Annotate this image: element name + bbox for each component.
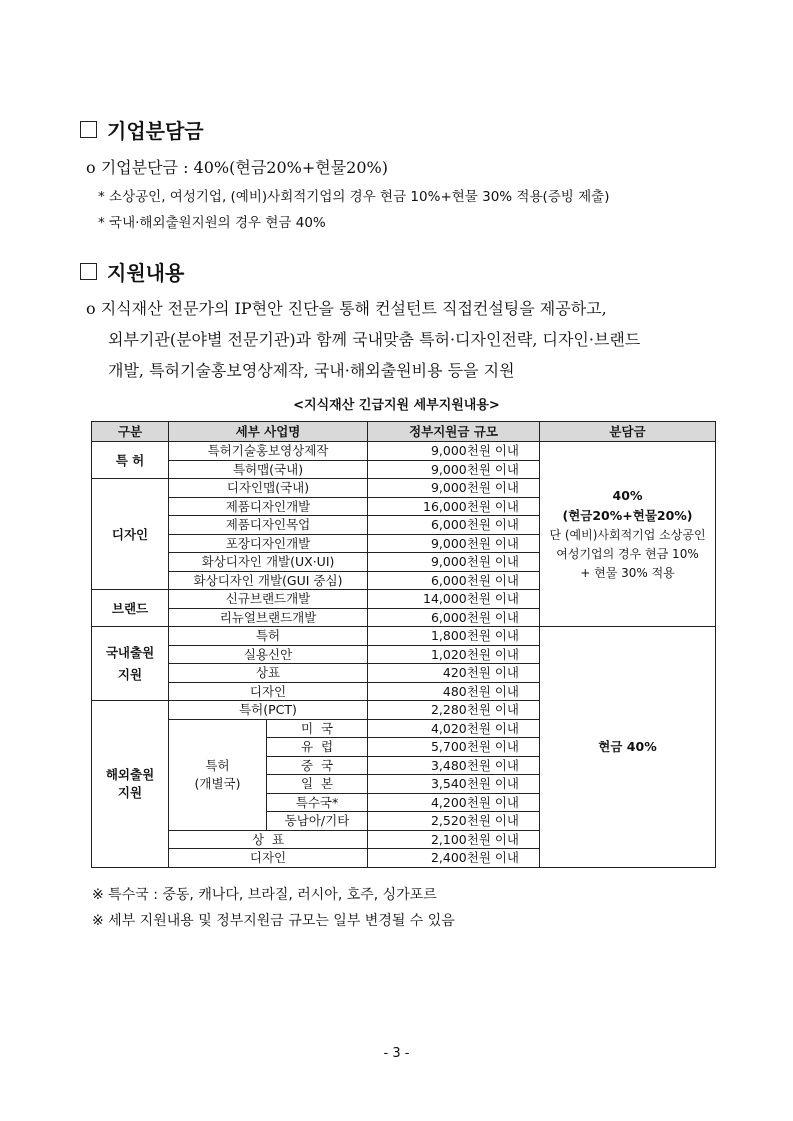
category-cell: 특 허 [92, 442, 169, 479]
amount-cell: 16,000천원 이내 [368, 497, 540, 516]
company-share-note-1: * 소상공인, 여성기업, (예비)사회적기업의 경우 현금 10%+현물 30% 적용(증빙 제출) [98, 189, 610, 205]
project-cell: 화상디자인 개발(UX·UI) [169, 553, 368, 572]
country-cell: 중 국 [267, 756, 368, 775]
amount-cell: 1,020천원 이내 [368, 645, 540, 664]
amount-cell: 9,000천원 이내 [368, 479, 540, 498]
category-cell: 디자인 [92, 479, 169, 590]
country-cell: 미 국 [267, 719, 368, 738]
project-cell: 특허 [169, 627, 368, 646]
header-share: 분담금 [540, 422, 716, 442]
project-cell: 상표 [169, 664, 368, 683]
subcategory-line: 특허 [205, 757, 230, 773]
amount-cell: 6,000천원 이내 [368, 608, 540, 627]
support-line-1: o 지식재산 전문가의 IP현안 진단을 통해 컨설턴트 직접컨설팅을 제공하고, [86, 299, 607, 318]
amount-cell: 6,000천원 이내 [368, 516, 540, 535]
company-share-main: o 기업분단금 : 40%(현금20%+현물20%) [86, 158, 388, 177]
project-cell: 실용신안 [169, 645, 368, 664]
project-cell: 디자인 [169, 849, 368, 868]
country-cell: 일 본 [267, 775, 368, 794]
amount-cell: 2,400천원 이내 [368, 849, 540, 868]
company-share-note-2: * 국내·해외출원지원의 경우 현금 40% [98, 215, 326, 231]
category-line: 해외출원 [105, 766, 155, 782]
page-number: - 3 - [383, 1046, 410, 1061]
amount-cell: 9,000천원 이내 [368, 534, 540, 553]
project-cell: 상 표 [169, 830, 368, 849]
project-cell: 화상디자인 개발(GUI 중심) [169, 571, 368, 590]
footnote-special-countries: ※ 특수국 : 중동, 캐나다, 브라질, 러시아, 호주, 싱가포르 [92, 887, 437, 903]
amount-cell: 9,000천원 이내 [368, 553, 540, 572]
category-line: 지원 [117, 666, 143, 682]
support-line-2: 외부기관(분야별 전문기관)과 함께 국내맞춤 특허·디자인전략, 디자인·브랜드 [108, 330, 641, 349]
project-cell: 특허맵(국내) [169, 460, 368, 479]
amount-cell: 3,540천원 이내 [368, 775, 540, 794]
section-title: 기업분담금 [107, 119, 204, 143]
share-exception-2: 여성기업의 경우 현금 10% [556, 546, 699, 561]
support-line-3: 개발, 특허기술홍보영상제작, 국내·해외출원비용 등을 지원 [108, 361, 515, 380]
subcategory-cell [169, 719, 267, 830]
table-caption: <지식재산 긴급지원 세부지원내용> [293, 398, 500, 413]
project-cell: 디자인맵(국내) [169, 479, 368, 498]
share-cell-general [540, 442, 716, 627]
project-cell: 신규브랜드개발 [169, 590, 368, 609]
amount-cell: 6,000천원 이내 [368, 571, 540, 590]
share-cell-filing [540, 627, 716, 868]
share-breakdown: (현금20%+현물20%) [562, 507, 693, 523]
amount-cell: 9,000천원 이내 [368, 442, 540, 461]
amount-cell: 2,280천원 이내 [368, 701, 540, 720]
project-cell: 제품디자인목업 [169, 516, 368, 535]
header-project: 세부 사업명 [169, 422, 368, 442]
amount-cell: 4,020천원 이내 [368, 719, 540, 738]
checkbox-square-icon [80, 121, 97, 138]
header-category: 구분 [92, 422, 169, 442]
category-cell: 브랜드 [92, 590, 169, 627]
category-line: 지원 [117, 784, 143, 800]
category-line: 국내출원 [105, 644, 155, 660]
table-row [92, 627, 716, 646]
checkbox-square-icon [80, 263, 97, 280]
subcategory-line: (개별국) [194, 775, 241, 791]
project-cell: 특허(PCT) [169, 701, 368, 720]
share-cash: 현금 40% [598, 738, 657, 754]
project-cell: 디자인 [169, 682, 368, 701]
section-title: 지원내용 [107, 261, 185, 285]
amount-cell: 5,700천원 이내 [368, 738, 540, 757]
share-exception-1: 단 (예비)사회적기업 소상공인 [549, 527, 706, 542]
amount-cell: 14,000천원 이내 [368, 590, 540, 609]
amount-cell: 3,480천원 이내 [368, 756, 540, 775]
country-cell: 동남아/기타 [267, 812, 368, 831]
footnote-subject-to-change: ※ 세부 지원내용 및 정부지원금 규모는 일부 변경될 수 있음 [92, 913, 455, 929]
category-cell [92, 627, 169, 701]
share-percent: 40% [612, 487, 643, 503]
country-cell: 유 럽 [267, 738, 368, 757]
project-cell: 특허기술홍보영상제작 [169, 442, 368, 461]
section-heading-support [80, 257, 184, 286]
category-cell [92, 701, 169, 868]
table-header-row [92, 422, 716, 442]
amount-cell: 4,200천원 이내 [368, 793, 540, 812]
project-cell: 리뉴얼브랜드개발 [169, 608, 368, 627]
share-exception-3: + 현물 30% 적용 [580, 565, 675, 580]
project-cell: 제품디자인개발 [169, 497, 368, 516]
table-row [92, 442, 716, 461]
project-cell: 포장디자인개발 [169, 534, 368, 553]
amount-cell: 420천원 이내 [368, 664, 540, 683]
amount-cell: 9,000천원 이내 [368, 460, 540, 479]
amount-cell: 480천원 이내 [368, 682, 540, 701]
support-table [91, 421, 716, 868]
amount-cell: 2,100천원 이내 [368, 830, 540, 849]
amount-cell: 2,520천원 이내 [368, 812, 540, 831]
section-heading-company-share [80, 115, 204, 144]
country-cell: 특수국* [267, 793, 368, 812]
amount-cell: 1,800천원 이내 [368, 627, 540, 646]
header-amount: 정부지원금 규모 [368, 422, 540, 442]
